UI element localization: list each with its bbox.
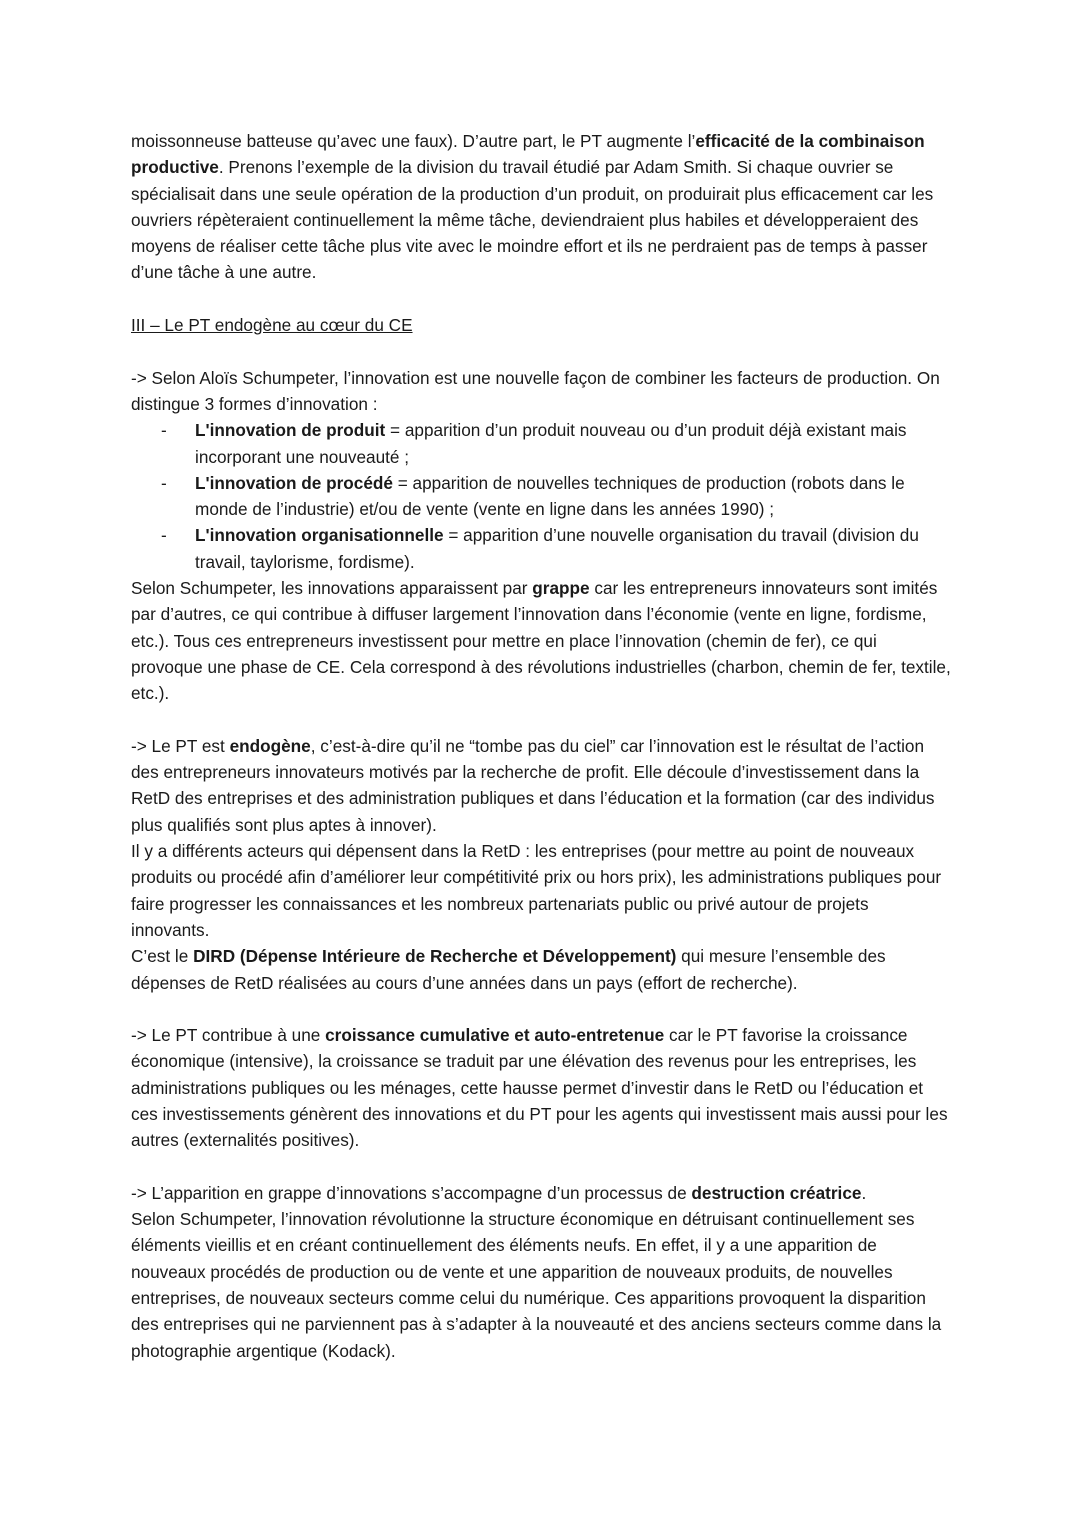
text-span: qui mesure l’ensemble des dépenses de RetD réalisées au cours d’une années dans un pays (effort de recherche). <box>131 946 886 993</box>
bold-term: L'innovation organisationnelle <box>195 525 444 546</box>
paragraph-croissance-cumulative <box>131 1022 951 1153</box>
text-span: moissonneuse batteuse qu’avec une faux). D’autre part, le PT augmente l’ <box>131 131 696 151</box>
text-span: . Prenons l’exemple de la division du travail étudié par Adam Smith. Si chaque ouvrier se spécialisait dans une seule opération de la production d’un produit, on produirait plus efficacement car les ouvriers répèteraient continuellement la même tâche, deviendraient plus habiles et développeraient des moyens de réaliser cette tâche plus vite avec le moindre effort et ils ne perdraient pas de temps à passer d’une tâche à une autre. <box>131 157 934 283</box>
text-span: = apparition de nouvelles techniques de production (robots dans le monde de l’industrie) et/ou de vente (vente en ligne dans les années 1990) ; <box>195 472 905 520</box>
section-heading: III – Le PT endogène au cœur du CE <box>131 315 413 336</box>
bold-term: destruction créatrice <box>691 1182 862 1203</box>
text-span: = apparition d’une nouvelle organisation du travail (division du travail, taylorisme, fordisme). <box>195 525 919 572</box>
bold-term: endogène <box>229 735 311 756</box>
paragraph-schumpeter-structure: Selon Schumpeter, l’innovation révolutionne la structure économique en détruisant continuellement ses éléments vieillis et en créant continuellement des éléments neufs. En effet, il y a une apparition de nouveaux procédés de production ou de vente et une apparition de nouveaux produits, de nouvelles entreprises, de nouveaux secteurs comme celui du numérique. Ces apparitions provoquent la disparition des entreprises qui ne parviennent pas à s’adapter à la nouveauté et des anciens secteurs comme dans la photographie argentique (Kodack). <box>131 1209 942 1361</box>
text-span: C’est le <box>131 946 194 967</box>
text-span: , c’est-à-dire qu’il ne “tombe pas du ciel” car l’innovation est le résultat de l’action des entrepreneurs innovateurs motivés par la recherche de profit. Elle découle d’investissement dans la RetD des entreprises et des administration publiques et dans l’éducation et la formation (car des individus plus qualifiés sont plus aptes à innover). <box>131 735 935 835</box>
text-span: -> L’apparition en grappe d’innovations s’accompagne d’un processus de <box>131 1182 692 1203</box>
paragraph-destruction-creatrice <box>131 1180 951 1206</box>
bold-term: L'innovation de produit <box>195 420 386 441</box>
list-item <box>195 522 951 575</box>
text-span: . <box>861 1182 867 1203</box>
text-span: -> Le PT contribue à une <box>131 1025 326 1046</box>
bold-term: efficacité de la combinaison productive <box>131 131 925 178</box>
bold-term: croissance cumulative et auto-entretenue <box>325 1025 665 1046</box>
paragraph-schumpeter-intro: -> Selon Aloïs Schumpeter, l’innovation est une nouvelle façon de combiner les facteurs de production. On distingue 3 formes d’innovation : <box>131 367 940 414</box>
text-span: = apparition d’un produit nouveau ou d’un produit déjà existant mais incorporant une nouveauté ; <box>195 420 907 467</box>
bold-term: DIRD (Dépense Intérieure de Recherche et Développement) <box>193 946 677 967</box>
text-span: car le PT favorise la croissance économique (intensive), la croissance se traduit par une élévation des revenus pour les entreprises, les administrations publiques ou les ménages, cette hausse permet d’investir dans le RetD ou l’éducation et ces investissements génèrent des innovations et du PT pour les agents qui investissent mais aussi pour les autres (externalités positives). <box>131 1025 948 1151</box>
document-page <box>131 128 951 1364</box>
bold-term: grappe <box>532 578 590 599</box>
text-span: -> Le PT est <box>131 735 230 756</box>
innovation-forms-list <box>131 417 951 575</box>
list-item <box>195 470 951 523</box>
paragraph-dird <box>131 943 951 996</box>
paragraph-grappe <box>131 575 951 706</box>
bold-term: L'innovation de procédé <box>195 472 393 493</box>
paragraph-division-du-travail <box>131 128 951 286</box>
text-span: Selon Schumpeter, les innovations apparaissent par <box>131 578 533 599</box>
paragraph-endogene <box>131 733 951 838</box>
list-item <box>195 417 951 470</box>
paragraph-acteurs-retd: Il y a différents acteurs qui dépensent dans la RetD : les entreprises (pour mettre au point de nouveaux produits ou procédé afin d’améliorer leur compétitivité prix ou hors prix), les administrations publiques pour faire progresser les connaissances et les nombreux partenariats public ou privé autour de projets innovants. <box>131 841 942 940</box>
text-span: car les entrepreneurs innovateurs sont imités par d’autres, ce qui contribue à diffuser largement l’innovation dans l’économie (vente en ligne, fordisme, etc.). Tous ces entrepreneurs investissent pour mettre en place l’innovation (chemin de fer), ce qui provoque une phase de CE. Cela correspond à des révolutions industrielles (charbon, chemin de fer, textile, etc.). <box>131 578 951 704</box>
